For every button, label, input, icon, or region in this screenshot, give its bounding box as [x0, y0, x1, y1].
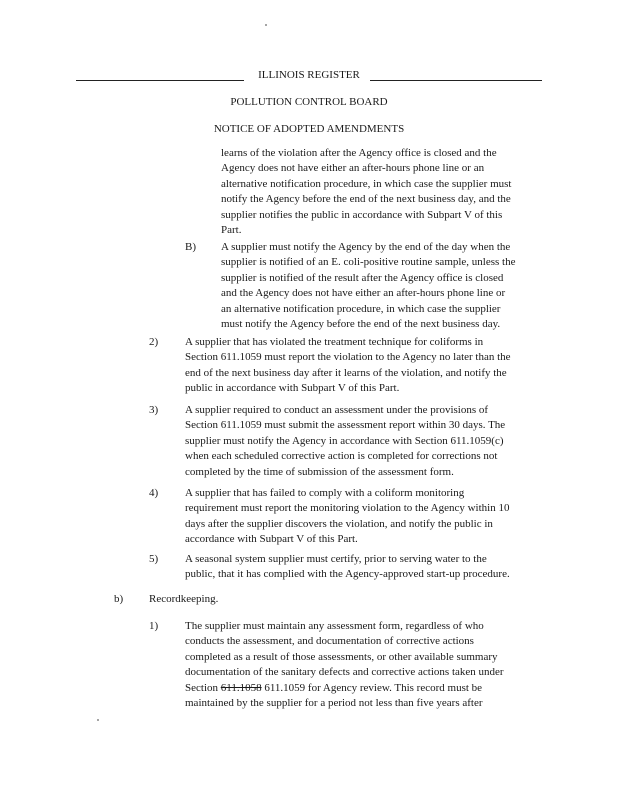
continued-paragraph: learns of the violation after the Agency office is closed and the Agency does not have either an after-hours phone line or an alternative notification procedure, in which case the supplier must notify the Agency before the end of the next business day, and the supplier notifies the public in accordance with Subpart V of this Part.: [221, 147, 512, 237]
item-text-B: A supplier must notify the Agency by the end of the day when the supplier is notified of an E. coli-positive routine sample, unless the supplier is notified of the result after the Agency office is closed and the Agency does not have either an after-hours phone line or an alternative notification procedure, in which case the supplier must notify the Agency before the end of the next business day.: [221, 241, 516, 331]
scan-speck: [265, 24, 267, 26]
struck-section-number: 611.1058: [220, 681, 262, 694]
item-label-5: 5): [149, 553, 159, 565]
board-name: POLLUTION CONTROL BOARD: [230, 96, 388, 108]
section-title-recordkeeping: Recordkeeping.: [149, 593, 219, 605]
item-label-B: B): [185, 241, 196, 253]
item-text-b1: [185, 619, 504, 711]
item-text-b1-part-a: The supplier must maintain any assessment form, regardless of who conducts the assessment, and documentation of corrective actions completed as a result of those assessments, or other available summary documentation of the sanitary defects and corrective actions taken under Section: [185, 620, 504, 694]
section-label-b: b): [114, 593, 124, 605]
item-text-2: A supplier that has violated the treatment technique for coliforms in Section 611.1059 must report the violation to the Agency no later than the end of the next business day after it learns of the violation, and notify the public in accordance with Subpart V of this Part.: [185, 336, 511, 395]
notice-title: NOTICE OF ADOPTED AMENDMENTS: [213, 123, 405, 135]
item-text-4: A supplier that has failed to comply with a coliform monitoring requirement must report the monitoring violation to the Agency within 10 days after the supplier discovers the violation, and notify the public in accordance with Subpart V of this Part.: [185, 487, 510, 546]
item-label-4: 4): [149, 487, 159, 499]
item-label-b1: 1): [149, 620, 159, 632]
item-label-3: 3): [149, 404, 159, 416]
item-label-2: 2): [149, 336, 159, 348]
item-text-b1-part-b: 611.1059 for Agency review. This record must be maintained by the supplier for a period not less than five years after: [185, 681, 483, 710]
register-title: ILLINOIS REGISTER: [258, 69, 360, 81]
item-text-5: A seasonal system supplier must certify, prior to serving water to the public, that it has complied with the Agency-approved start-up procedure.: [185, 553, 510, 581]
scan-speck: [97, 719, 99, 721]
item-text-3: A supplier required to conduct an assessment under the provisions of Section 611.1059 must submit the assessment report within 30 days. The supplier must notify the Agency in accordance with Section 611.1059(c) when each scheduled corrective action is completed for corrections not completed by the time of submission of the assessment form.: [185, 404, 506, 478]
